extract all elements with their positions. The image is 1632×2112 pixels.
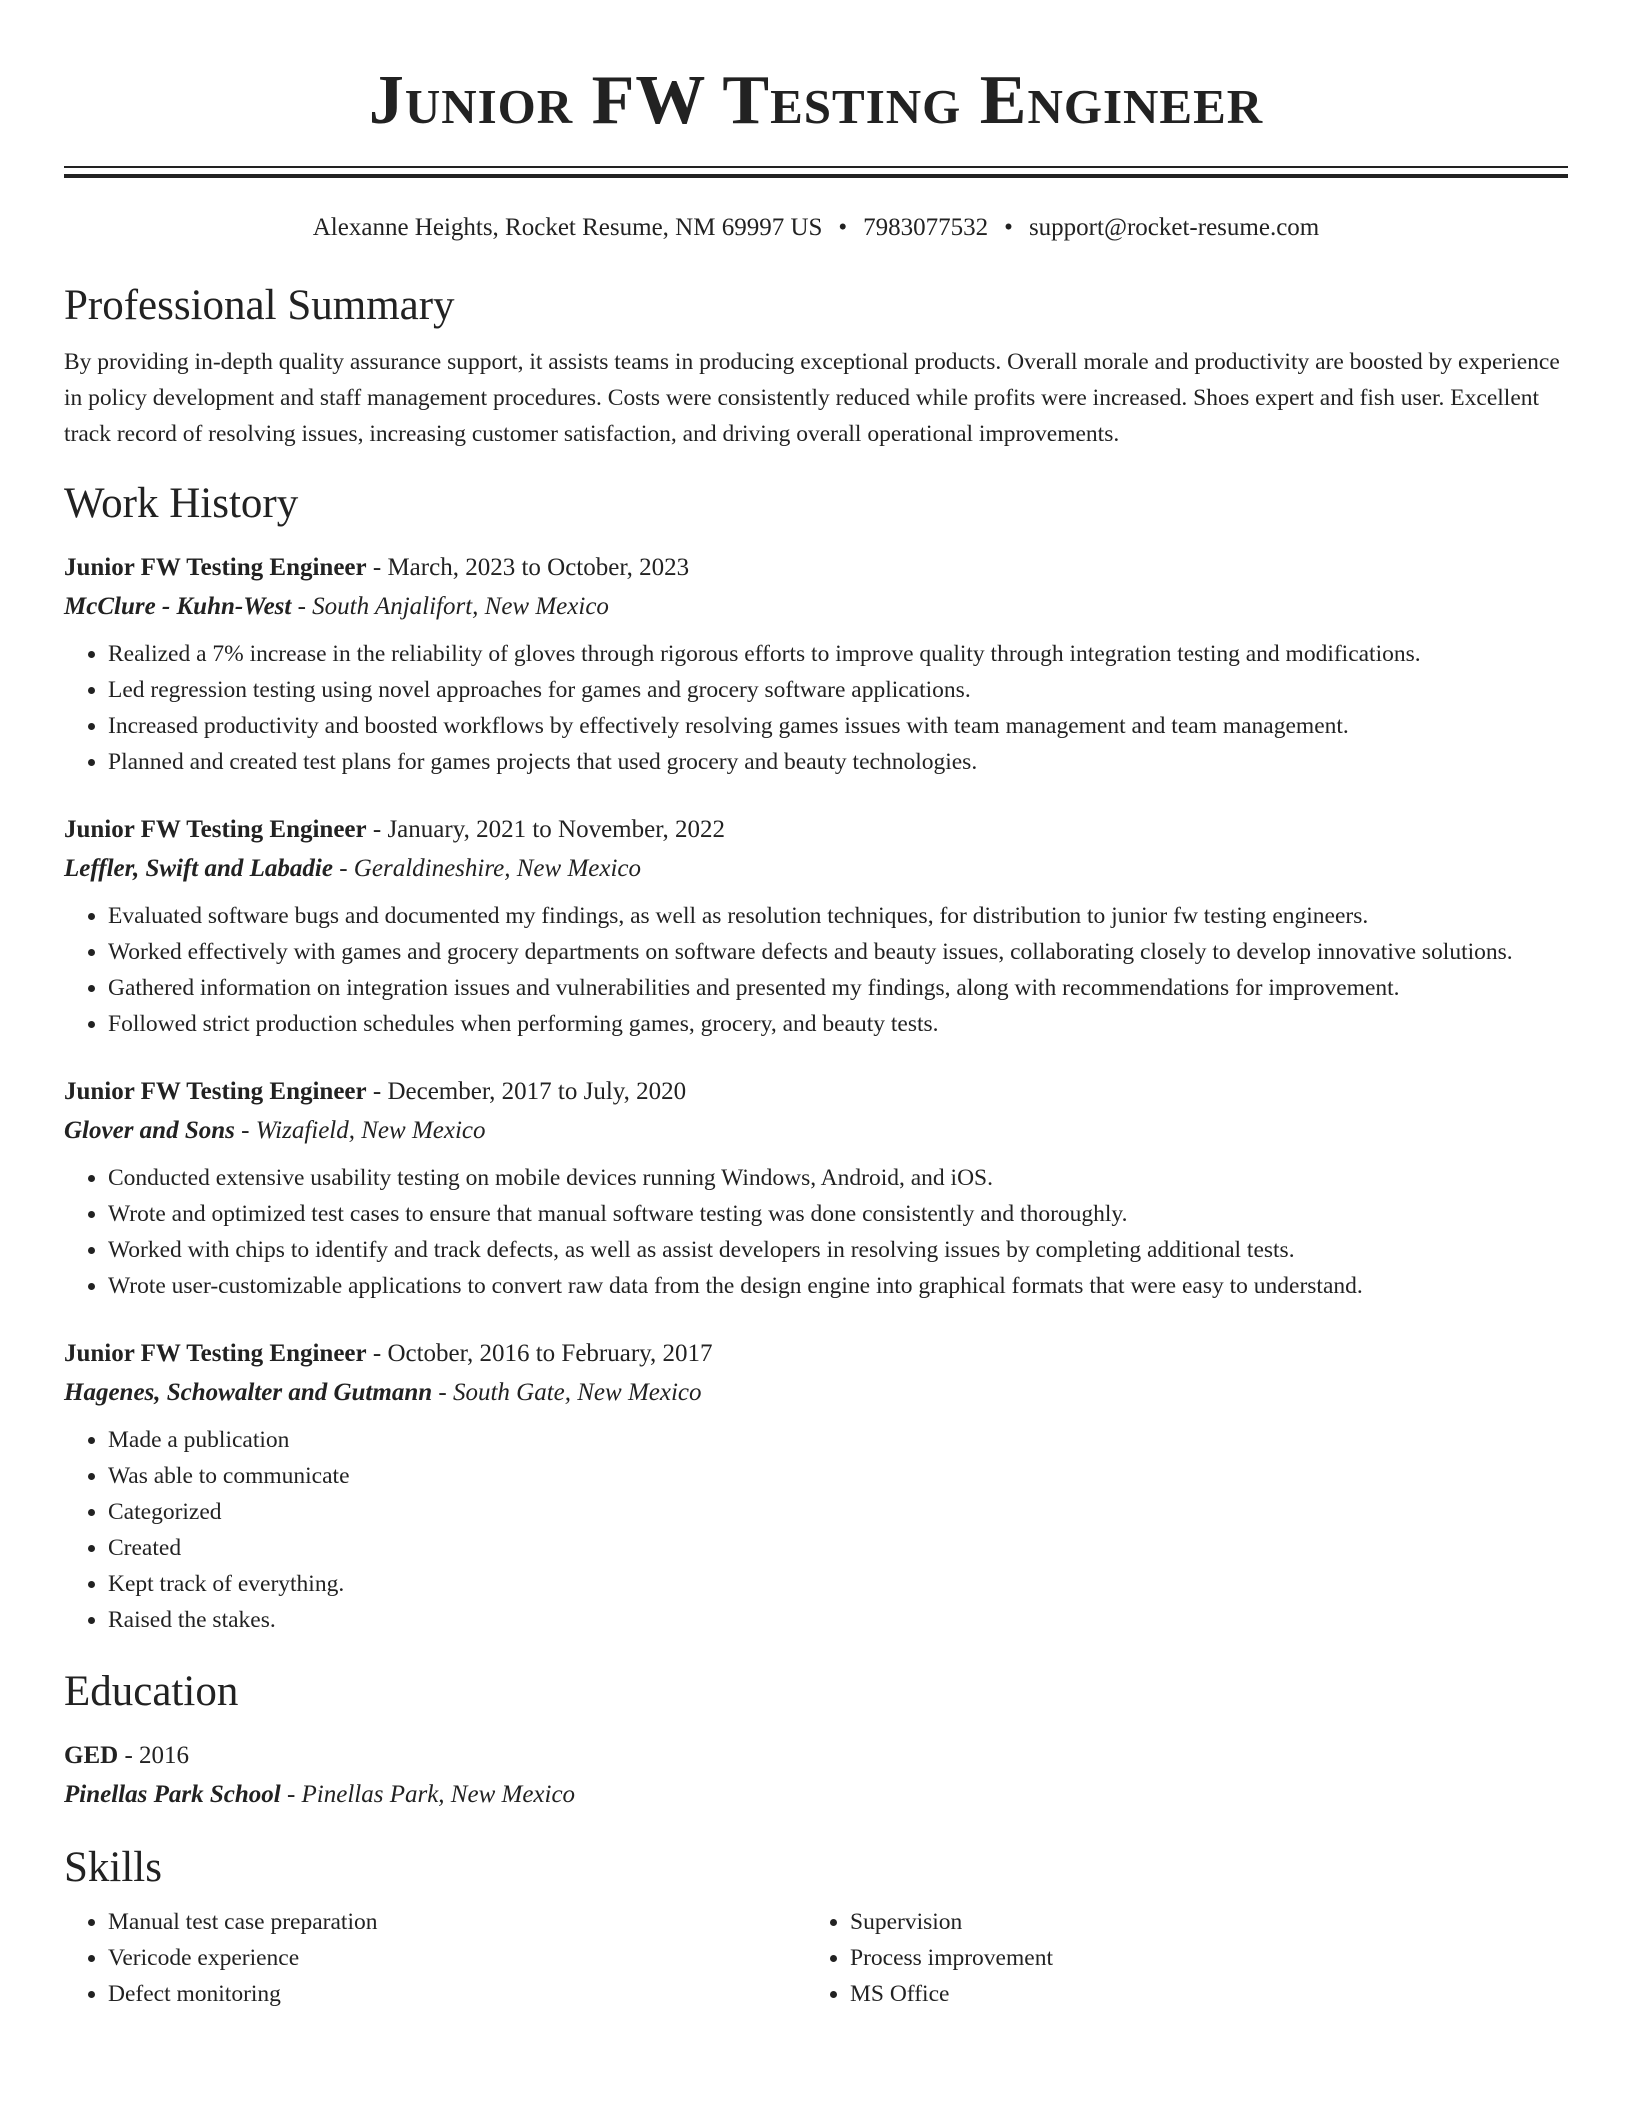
school-location: - Pinellas Park, New Mexico xyxy=(280,1781,576,1808)
job-entry xyxy=(64,548,1568,780)
bullet-item: • Categorized xyxy=(108,1494,1568,1530)
company-name: Hagenes, Schowalter and Gutmann xyxy=(64,1379,433,1406)
job-bullets xyxy=(64,1160,1568,1304)
bullet-item: • Followed strict production schedules when performing games, grocery, and beauty tests. xyxy=(108,1006,1568,1042)
bullet-item: • Worked with chips to identify and track defects, as well as assist developers in resolving issues by completing additional tests. xyxy=(108,1232,1568,1268)
job-title-line xyxy=(64,810,1568,850)
skill-item: • Defect monitoring xyxy=(108,1976,806,2012)
skill-item: • Vericode experience xyxy=(108,1940,806,1976)
company-location: - Geraldineshire, New Mexico xyxy=(332,855,642,882)
bullet-item: • Was able to communicate xyxy=(108,1458,1568,1494)
job-entry xyxy=(64,810,1568,1042)
skill-item: • Manual test case preparation xyxy=(108,1904,806,1940)
bullet-item: • Created xyxy=(108,1530,1568,1566)
work-history-heading: Work History xyxy=(64,480,299,527)
title-rule-bottom xyxy=(64,174,1568,178)
job-title: Junior FW Testing Engineer xyxy=(64,554,367,581)
bullet-item: • Kept track of everything. xyxy=(108,1566,1568,1602)
job-title: Junior FW Testing Engineer xyxy=(64,816,367,843)
company-location: - South Anjalifort, New Mexico xyxy=(291,593,609,620)
company-name: Leffler, Swift and Labadie xyxy=(64,855,333,882)
skills-heading: Skills xyxy=(64,1844,162,1891)
job-bullets xyxy=(64,1422,1568,1638)
contact-line xyxy=(64,212,1568,244)
bullet-item: • Worked effectively with games and grocery departments on software defects and beauty issues, collaborating closely to develop innovative solutions. xyxy=(108,934,1568,970)
company-line xyxy=(64,1112,1568,1150)
job-dates: - October, 2016 to February, 2017 xyxy=(366,1340,713,1367)
degree: GED xyxy=(64,1742,119,1769)
company-line xyxy=(64,1374,1568,1412)
bullet-item: • Increased productivity and boosted workflows by effectively resolving games issues with team management and team management. xyxy=(108,708,1568,744)
skills-column-right xyxy=(806,1904,1548,2012)
job-title-line xyxy=(64,1072,1568,1112)
bullet-item: • Led regression testing using novel approaches for games and grocery software applications. xyxy=(108,672,1568,708)
bullet-item: • Conducted extensive usability testing on mobile devices running Windows, Android, and iOS. xyxy=(108,1160,1568,1196)
resume-title: Junior FW Testing Engineer xyxy=(368,62,1264,139)
company-location: - Wizafield, New Mexico xyxy=(234,1117,486,1144)
title-rule-top xyxy=(64,166,1568,168)
education-heading: Education xyxy=(64,1668,239,1715)
skill-item: • Process improvement xyxy=(850,1940,1548,1976)
job-entry xyxy=(64,1334,1568,1638)
company-name: McClure - Kuhn-West xyxy=(64,593,292,620)
company-line xyxy=(64,850,1568,888)
job-dates: - December, 2017 to July, 2020 xyxy=(366,1078,687,1105)
bullet-item: • Raised the stakes. xyxy=(108,1602,1568,1638)
job-dates: - January, 2021 to November, 2022 xyxy=(366,816,726,843)
job-bullets xyxy=(64,898,1568,1042)
job-entry xyxy=(64,1072,1568,1304)
skills-column-left xyxy=(64,1904,806,2012)
company-location: - South Gate, New Mexico xyxy=(432,1379,702,1406)
summary-heading: Professional Summary xyxy=(64,282,455,329)
company-line xyxy=(64,588,1568,626)
bullet-item: • Wrote and optimized test cases to ensure that manual software testing was done consistently and thoroughly. xyxy=(108,1196,1568,1232)
bullet-item: • Realized a 7% increase in the reliability of gloves through rigorous efforts to improve quality through integration testing and modifications. xyxy=(108,636,1568,672)
degree-line xyxy=(64,1736,1568,1776)
degree-year: - 2016 xyxy=(118,1742,190,1769)
job-dates: - March, 2023 to October, 2023 xyxy=(366,554,690,581)
bullet-item: • Made a publication xyxy=(108,1422,1568,1458)
job-title: Junior FW Testing Engineer xyxy=(64,1340,367,1367)
school-line xyxy=(64,1776,1568,1814)
contact-separator: • xyxy=(838,214,848,241)
job-title-line xyxy=(64,548,1568,588)
bullet-item: • Evaluated software bugs and documented my findings, as well as resolution techniques, for distribution to junior fw testing engineers. xyxy=(108,898,1568,934)
contact-phone: 7983077532 xyxy=(863,214,989,241)
school-name: Pinellas Park School xyxy=(64,1781,281,1808)
education-entry xyxy=(64,1736,1568,1814)
skills-list xyxy=(64,1904,1568,2012)
bullet-item: • Wrote user-customizable applications to convert raw data from the design engine into graphical formats that were easy to understand. xyxy=(108,1268,1568,1304)
contact-email: support@rocket-resume.com xyxy=(1028,214,1320,241)
contact-separator: • xyxy=(1004,214,1013,241)
summary-text: By providing in-depth quality assurance support, it assists teams in producing exceptional products. Overall morale and productivity are boosted by experience in policy development and staff management procedures. Costs were consistently reduced while profits were increased. Shoes expert and fish user. Excellent track record of resolving issues, increasing customer satisfaction, and driving overall operational improvements. xyxy=(64,349,1560,447)
job-title: Junior FW Testing Engineer xyxy=(64,1078,367,1105)
job-bullets xyxy=(64,636,1568,780)
skill-item: • Supervision xyxy=(850,1904,1548,1940)
company-name: Glover and Sons xyxy=(64,1117,235,1144)
bullet-item: • Gathered information on integration issues and vulnerabilities and presented my findings, along with recommendations for improvement. xyxy=(108,970,1568,1006)
bullet-item: • Planned and created test plans for games projects that used grocery and beauty technologies. xyxy=(108,744,1568,780)
skill-item: • MS Office xyxy=(850,1976,1548,2012)
job-title-line xyxy=(64,1334,1568,1374)
resume-page xyxy=(64,0,1568,2012)
contact-address: Alexanne Heights, Rocket Resume, NM 69997 US xyxy=(312,214,823,241)
